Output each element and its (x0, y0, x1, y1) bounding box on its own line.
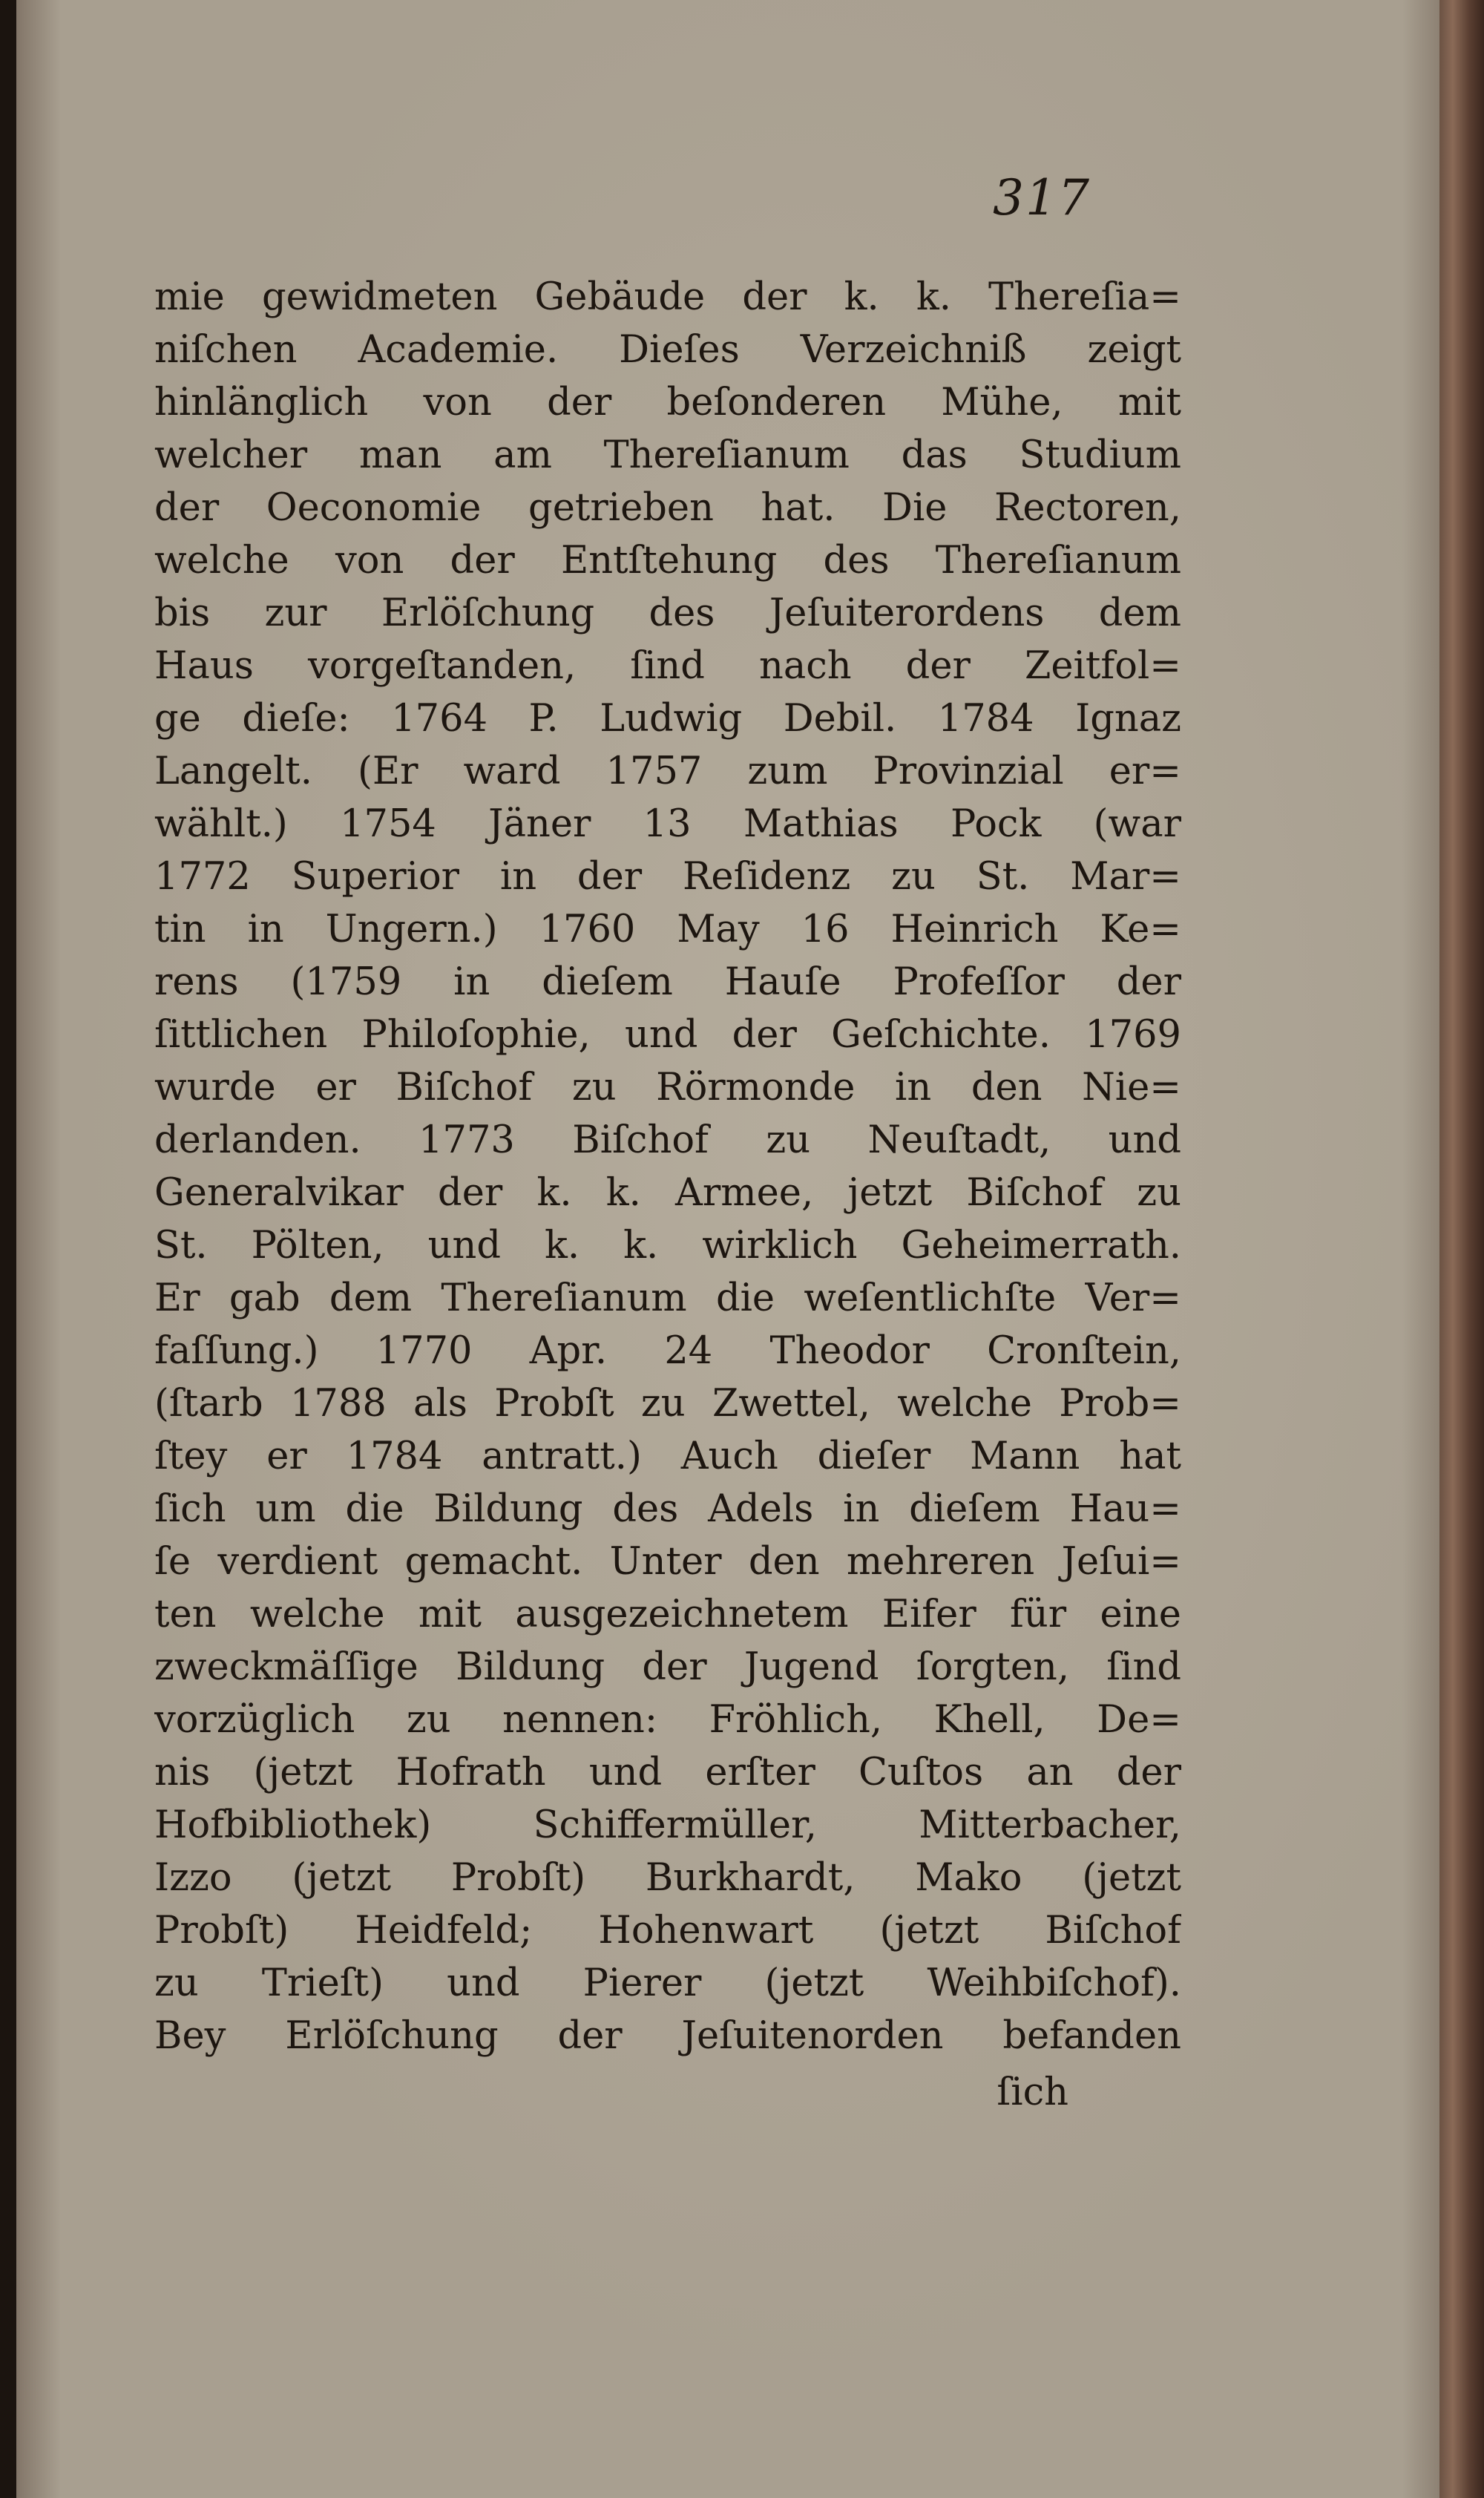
text-line: hinlänglich von der beſonderen Mühe, mit (154, 381, 1181, 424)
text-line: 1772 Superior in der Reſidenz zu St. Mar= (154, 855, 1181, 899)
text-line: tin in Ungern.) 1760 May 16 Heinrich Ke= (154, 908, 1181, 951)
page-number: 317 (993, 169, 1091, 226)
text-line: vorzüglich zu nennen: Fröhlich, Khell, De= (154, 1698, 1181, 1742)
text-line: ten welche mit ausgezeichnetem Eifer für eine (154, 1593, 1181, 1636)
page-fore-edge (1439, 0, 1484, 2498)
text-line: ſittlichen Philoſophie, und der Geſchichte. 1769 (154, 1013, 1181, 1057)
text-line: der Oeconomie getrieben hat. Die Rectoren, (154, 486, 1181, 530)
text-line: Probſt) Heidfeld; Hohenwart (jetzt Biſchof (154, 1909, 1181, 1953)
text-line: faſſung.) 1770 Apr. 24 Theodor Cronſtein, (154, 1329, 1181, 1373)
text-line: ge dieſe: 1764 P. Ludwig Debil. 1784 Ignaz (154, 697, 1181, 741)
text-line: niſchen Academie. Dieſes Verzeichniß zeigt (154, 328, 1181, 372)
text-line: wurde er Biſchof zu Rörmonde in den Nie= (154, 1066, 1181, 1109)
body-text (154, 271, 1181, 2062)
text-line: ſich um die Bildung des Adels in dieſem Hau= (154, 1487, 1181, 1531)
text-line: welcher man am Thereſianum das Studium (154, 433, 1181, 477)
text-line: nis (jetzt Hofrath und erſter Cuſtos an der (154, 1751, 1181, 1794)
text-line: zu Trieſt) und Pierer (jetzt Weihbiſchof). (154, 1961, 1181, 2005)
text-line: Langelt. (Er ward 1757 zum Provinzial er= (154, 750, 1181, 793)
text-line: Er gab dem Thereſianum die weſentlichſte Ver= (154, 1276, 1181, 1320)
text-line: Izzo (jetzt Probſt) Burkhardt, Mako (jetzt (154, 1856, 1181, 1900)
text-line: Bey Erlöſchung der Jeſuitenorden befanden (154, 2014, 1181, 2058)
text-line: derlanden. 1773 Biſchof zu Neuſtadt, und (154, 1118, 1181, 1162)
text-line: zweckmäſſige Bildung der Jugend ſorgten, ſind (154, 1645, 1181, 1689)
text-line: mie gewidmeten Gebäude der k. k. Thereſia= (154, 275, 1181, 319)
text-line: Hofbibliothek) Schiffermüller, Mitterbacher, (154, 1803, 1181, 1847)
catchword: ſich (997, 2071, 1068, 2114)
text-line: Generalvikar der k. k. Armee, jetzt Biſchof zu (154, 1171, 1181, 1215)
text-line: wählt.) 1754 Jäner 13 Mathias Pock (war (154, 802, 1181, 846)
text-line: bis zur Erlöſchung des Jeſuiterordens dem (154, 591, 1181, 635)
text-line: welche von der Entſtehung des Thereſianum (154, 539, 1181, 583)
page-leaf (16, 0, 1439, 2498)
text-line: rens (1759 in dieſem Hauſe Profeſſor der (154, 960, 1181, 1004)
text-line: (ſtarb 1788 als Probſt zu Zwettel, welche Prob= (154, 1382, 1181, 1426)
text-line: St. Pölten, und k. k. wirklich Geheimerrath. (154, 1224, 1181, 1268)
text-line: ſe verdient gemacht. Unter den mehreren Jeſui= (154, 1540, 1181, 1584)
text-line: Haus vorgeſtanden, ſind nach der Zeitfol= (154, 644, 1181, 688)
text-line: ſtey er 1784 antratt.) Auch dieſer Mann hat (154, 1435, 1181, 1478)
